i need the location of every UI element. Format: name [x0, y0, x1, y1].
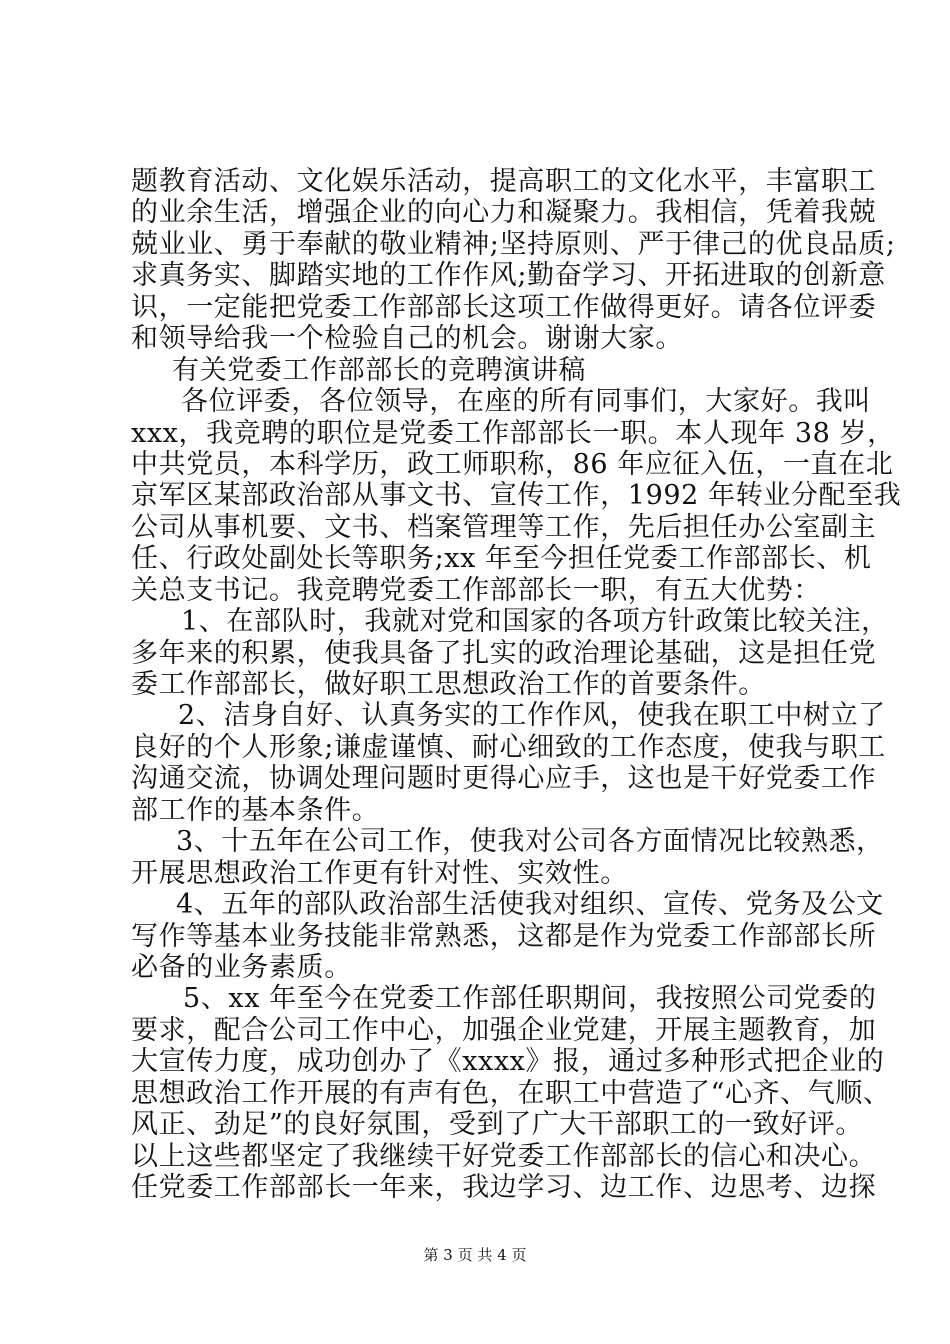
paragraph-start-line: 各位评委，各位领导，在座的所有同事们，大家好。我叫 [181, 386, 871, 417]
body-line: xxx，我竞聘的职位是党委工作部部长一职。本人现年 38 岁， [131, 418, 895, 449]
body-line: 任党委工作部部长一年来，我边学习、边工作、边思考、边探 [131, 1172, 877, 1203]
section-heading: 有关党委工作部部长的竞聘演讲稿 [172, 355, 586, 386]
body-line: 必备的业务素质。 [131, 952, 352, 983]
list-item-4-line: 4、五年的部队政治部生活使我对组织、宣传、党务及公文 [176, 889, 884, 920]
body-line: 委工作部部长，做好职工思想政治工作的首要条件。 [131, 669, 766, 700]
body-line: 风正、劲足”的良好氛围，受到了广大干部职工的一致好评。 [131, 1109, 864, 1140]
body-line: 部工作的基本条件。 [131, 795, 380, 826]
body-line: 沟通交流，协调处理问题时更得心应手，这也是干好党委工作 [131, 763, 877, 794]
body-line: 中共党员，本科学历，政工师职称，86 年应征入伍，一直在北 [131, 449, 894, 480]
body-line: 要求，配合公司工作中心，加强企业党建，开展主题教育，加 [131, 1015, 877, 1046]
body-line: 大宣传力度，成功创办了《xxxx》报，通过多种形式把企业的 [131, 1046, 885, 1077]
body-line: 题教育活动、文化娱乐活动，提高职工的文化水平，丰富职工 [131, 166, 877, 197]
body-line: 关总支书记。我竞聘党委工作部部长一职，有五大优势： [131, 575, 821, 606]
body-line: 开展思想政治工作更有针对性、实效性。 [131, 858, 628, 889]
list-item-1-line: 1、在部队时，我就对党和国家的各项方针政策比较关注， [181, 606, 889, 637]
body-line: 兢业业、勇于奉献的敬业精神;坚持原则、严于律己的优良品质; [131, 229, 896, 260]
list-item-5-line: 5、xx 年至今在党委工作部任职期间，我按照公司党委的 [183, 983, 877, 1014]
body-line: 的业余生活，增强企业的向心力和凝聚力。我相信，凭着我兢 [131, 197, 877, 228]
page-number-footer: 第 3 页 共 4 页 [423, 1246, 527, 1264]
body-line: 京军区某部政治部从事文书、宣传工作，1992 年转业分配至我 [131, 480, 902, 511]
body-line: 以上这些都坚定了我继续干好党委工作部部长的信心和决心。 [131, 1141, 877, 1172]
body-line: 多年来的积累，使我具备了扎实的政治理论基础，这是担任党 [131, 638, 877, 669]
body-line: 识，一定能把党委工作部部长这项工作做得更好。请各位评委 [131, 292, 877, 323]
body-line: 和领导给我一个检验自己的机会。谢谢大家。 [131, 323, 683, 354]
body-line: 任、行政处副处长等职务;xx 年至今担任党委工作部部长、机 [131, 543, 872, 574]
body-line: 思想政治工作开展的有声有色，在职工中营造了“心齐、气顺、 [131, 1078, 891, 1109]
list-item-2-line: 2、洁身自好、认真务实的工作作风，使我在职工中树立了 [178, 700, 886, 731]
body-line: 求真务实、脚踏实地的工作作风;勤奋学习、开拓进取的创新意 [131, 260, 886, 291]
body-line: 公司从事机要、文书、档案管理等工作，先后担任办公室副主 [131, 512, 877, 543]
body-line: 写作等基本业务技能非常熟悉，这都是作为党委工作部部长所 [131, 921, 877, 952]
body-line: 良好的个人形象;谦虚谨慎、耐心细致的工作态度，使我与职工 [131, 732, 886, 763]
list-item-3-line: 3、十五年在公司工作，使我对公司各方面情况比较熟悉， [176, 826, 884, 857]
